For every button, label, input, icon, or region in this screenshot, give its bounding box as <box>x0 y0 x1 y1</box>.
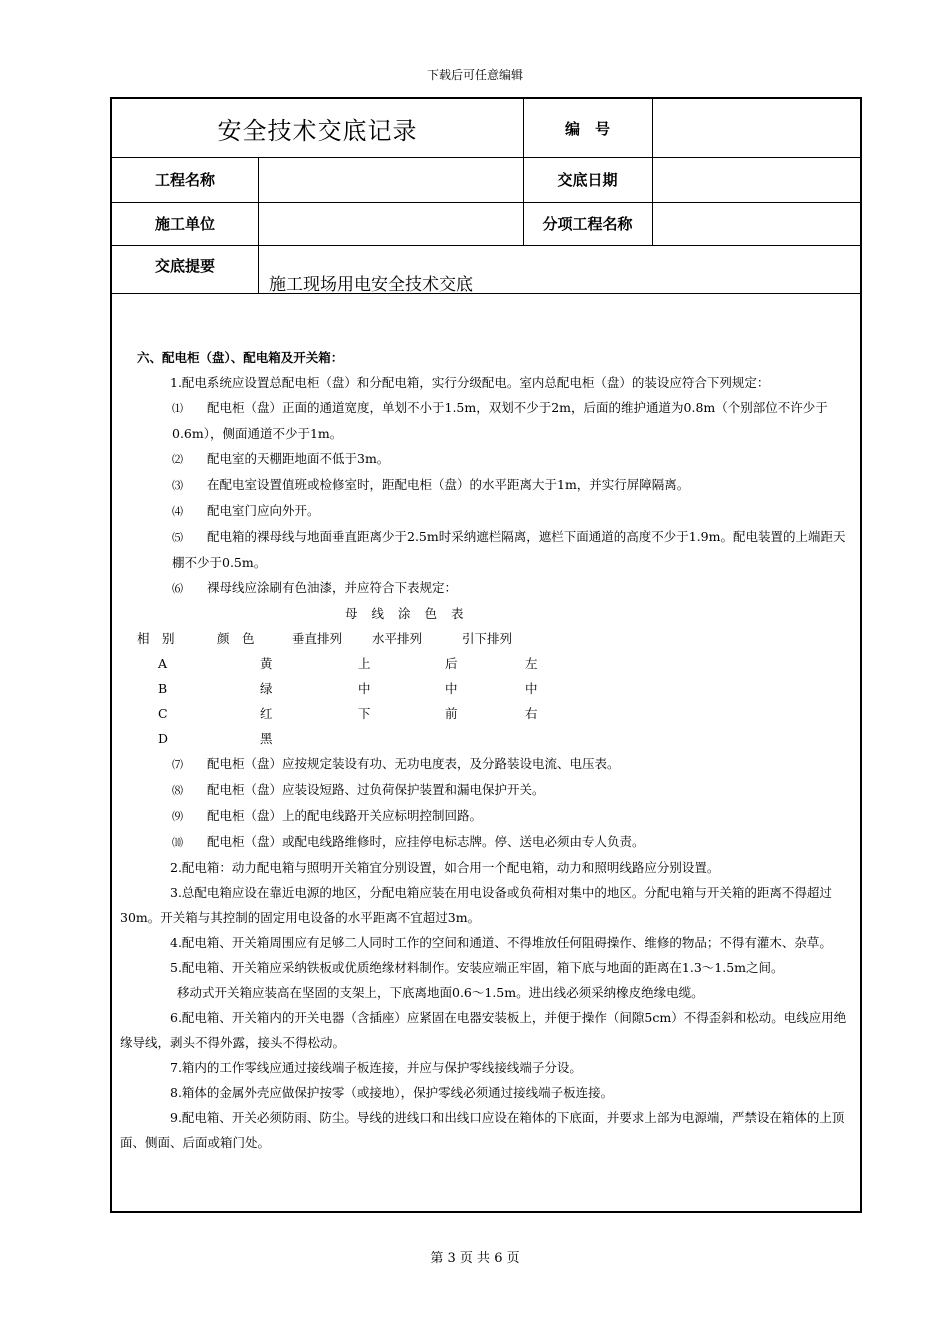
contractor-label: 施工单位 <box>154 215 215 233</box>
list-item: ⑻ 配电柜（盘）应装设短路、过负荷保护装置和漏电保护开关。 <box>172 782 545 797</box>
paragraph-5: 5.配电箱、开关箱应采纳铁板或优质绝缘材料制作。安装应端正牢固，箱下底与地面的距离在1.3～1.5m之间。 <box>170 960 784 975</box>
list-item: ⑴ 配电柜（盘）正面的通道宽度，单划不小于1.5m，双划不少于2m，后面的维护通道为0.8m（个别部位不许少于0.6m），侧面通道不少于1m。 <box>172 400 828 441</box>
header-note: 下载后可任意编辑 <box>426 68 523 82</box>
subproject-field[interactable] <box>652 202 862 245</box>
table-row: B 绿 中 中 中 <box>158 681 538 696</box>
summary-value: 施工现场用电安全技术交底 <box>269 275 473 295</box>
row-divider <box>112 293 860 294</box>
list-item: ⑺ 配电柜（盘）应按规定装设有功、无功电度表，及分路装设电流、电压表。 <box>172 756 620 771</box>
list-item: ⑷ 配电室门应向外开。 <box>172 503 320 518</box>
project-name-label: 工程名称 <box>154 171 215 189</box>
paragraph-3: 3.总配电箱应设在靠近电源的地区，分配电箱应装在用电设备或负荷相对集中的地区。分配电箱与开关箱的距离不得超过30m。开关箱与其控制的固定用电设备的水平距离不宜超过3m。 <box>120 885 832 925</box>
date-field[interactable] <box>652 157 862 202</box>
table-row: A 黄 上 后 左 <box>158 656 538 671</box>
paragraph-2: 2.配电箱：动力配电箱与照明开关箱宜分别设置，如合用一个配电箱，动力和照明线路应分别设置。 <box>170 860 720 875</box>
paragraph-4: 4.配电箱、开关箱周围应有足够二人同时工作的空间和通道、不得堆放任何阻碍操作、维修的物品；不得有灌木、杂草。 <box>170 935 832 950</box>
safety-briefing-form <box>110 97 862 1213</box>
table-header: 引下排列 <box>462 631 513 646</box>
paragraph-6: 6.配电箱、开关箱内的开关电器（含插座）应紧固在电器安装板上，并便于操作（间隙5cm）不得歪斜和松动。电线应用绝缘导线，剥头不得外露，接头不得松动。 <box>120 1010 847 1050</box>
summary-label: 交底提要 <box>154 256 215 275</box>
table-header: 水平排列 <box>372 631 423 646</box>
paragraph-9: 9.配电箱、开关必须防雨、防尘。导线的进线口和出线口应设在箱体的下底面，并要求上部为电源端，严禁设在箱体的上顶面、侧面、后面或箱门处。 <box>120 1110 845 1150</box>
table-row: C 红 下 前 右 <box>158 706 538 721</box>
briefing-content <box>120 345 854 1155</box>
list-item: ⑵ 配电室的天棚距地面不低于3m。 <box>172 451 390 466</box>
table-header: 颜 色 <box>217 631 255 646</box>
table-header: 相 别 <box>137 631 175 646</box>
contractor-field[interactable] <box>258 202 523 245</box>
table-header-row <box>120 626 854 651</box>
form-title: 安全技术交底记录 <box>217 116 418 145</box>
busbar-table-title: 母线涂色表 <box>345 606 478 621</box>
date-label: 交底日期 <box>557 171 618 189</box>
paragraph-7: 7.箱内的工作零线应通过接线端子板连接，并应与保护零线接线端子分设。 <box>170 1060 582 1075</box>
number-label: 编 号 <box>564 119 610 138</box>
number-field[interactable] <box>652 99 862 157</box>
list-item: ⑼ 配电柜（盘）上的配电线路开关应标明控制回路。 <box>172 808 483 823</box>
paragraph-1: 1.配电系统应设置总配电柜（盘）和分配电箱，实行分级配电。室内总配电柜（盘）的装设应符合下列规定： <box>170 375 770 390</box>
paragraph-5b: 移动式开关箱应装高在坚固的支架上，下底离地面0.6～1.5m。进出线必须采纳橡皮绝缘电缆。 <box>177 985 704 1000</box>
list-item: ⑶ 在配电室设置值班或检修室时，距配电柜（盘）的水平距离大于1m，并实行屏障隔离。 <box>172 477 690 492</box>
list-item: ⑸ 配电箱的裸母线与地面垂直距离少于2.5m时采纳遮栏隔离，遮栏下面通道的高度不少于1.9m。配电装置的上端距天棚不少于0.5m。 <box>172 529 846 570</box>
list-item: ⑹ 裸母线应涂刷有色油漆，并应符合下表规定： <box>172 580 458 595</box>
page-number: 第 3 页 共 6 页 <box>430 1251 520 1266</box>
table-row: D 黑 <box>158 731 273 746</box>
table-header: 垂直排列 <box>292 631 343 646</box>
paragraph-8: 8.箱体的金属外壳应做保护按零（或接地），保护零线必须通过接线端子板连接。 <box>170 1085 614 1100</box>
subproject-label: 分项工程名称 <box>542 215 633 233</box>
project-name-field[interactable] <box>258 157 523 202</box>
list-item: ⑽ 配电柜（盘）或配电线路维修时，应挂停电标志牌。停、送电必须由专人负责。 <box>172 834 645 849</box>
section-title: 六、配电柜（盘）、配电箱及开关箱： <box>137 350 344 365</box>
